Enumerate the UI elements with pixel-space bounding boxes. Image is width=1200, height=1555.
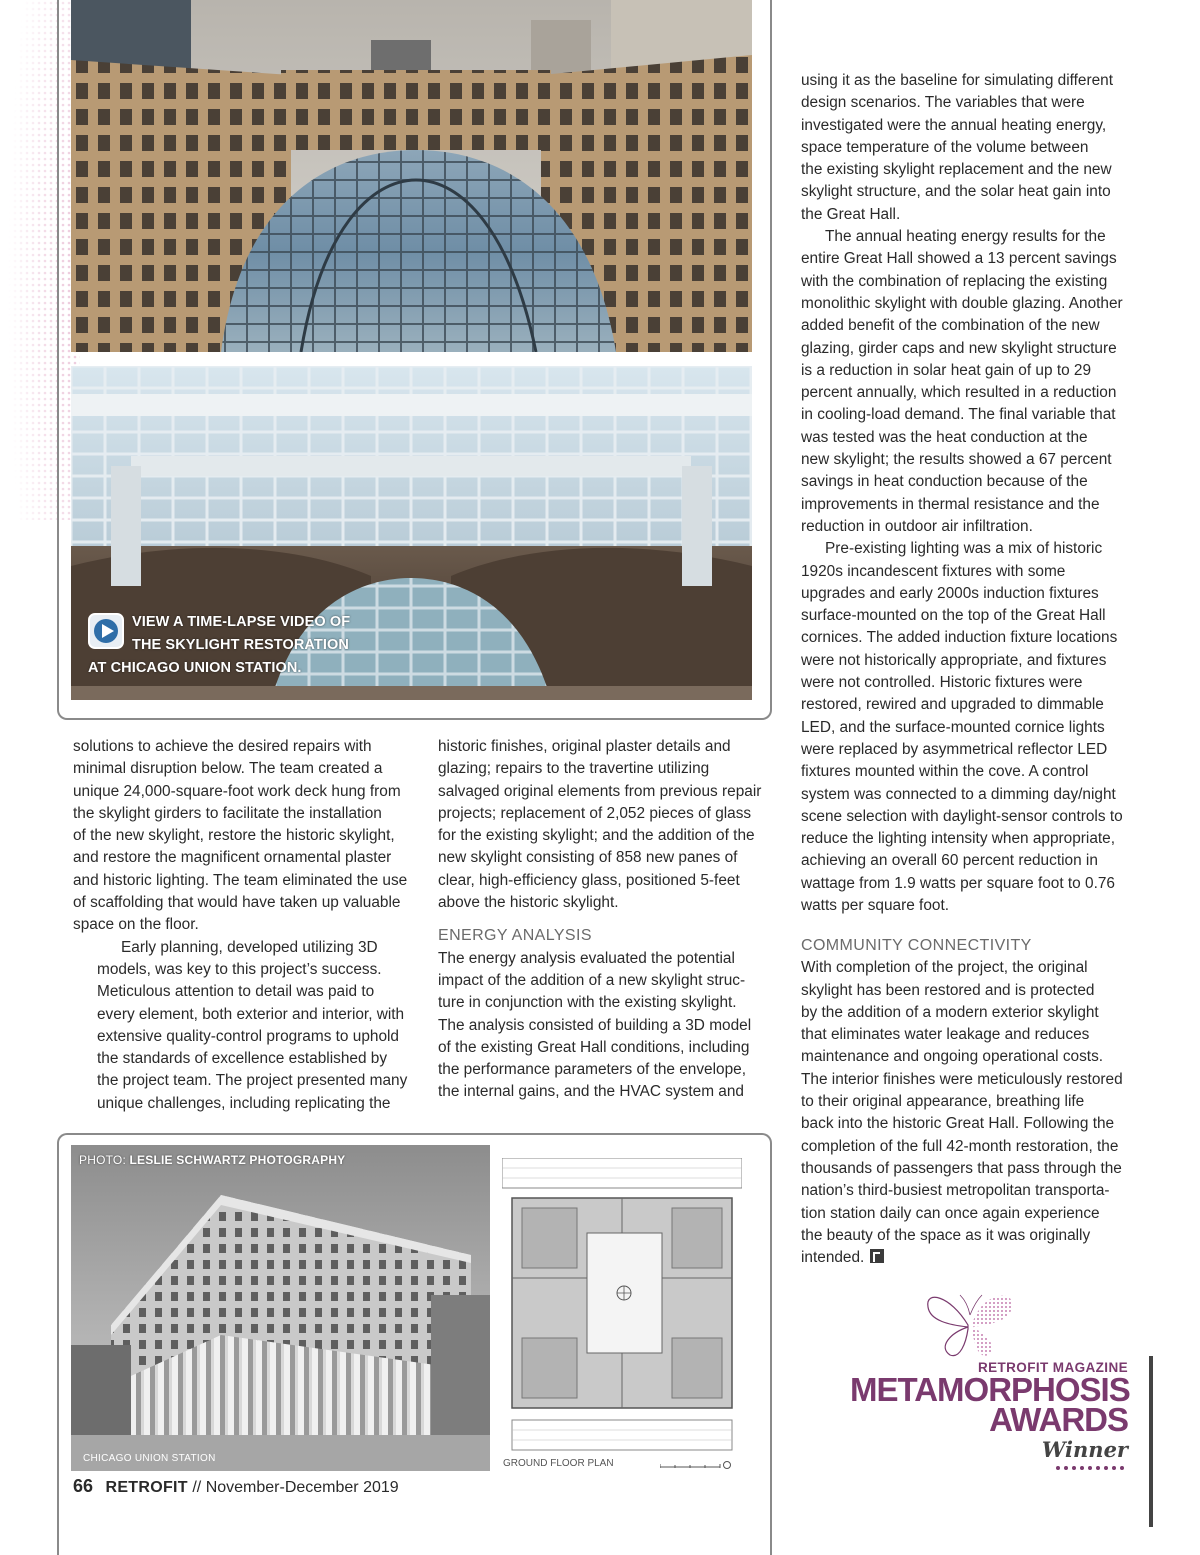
text-line: completion of the full 42-month restoration, the xyxy=(801,1137,1119,1155)
text-line: of the existing Great Hall conditions, including xyxy=(438,1038,750,1056)
text-line: space on the floor. xyxy=(73,916,199,934)
text-line: LED, and the surface-mounted cornice lights xyxy=(801,718,1105,736)
text-line: the internal gains, and the HVAC system and xyxy=(438,1083,744,1101)
article-column-3-continued xyxy=(801,935,1136,1269)
text-line: The annual heating energy results for the xyxy=(825,228,1106,246)
paragraph xyxy=(801,70,1136,226)
text-line: the Great Hall. xyxy=(801,205,901,223)
paragraph xyxy=(73,736,415,937)
text-line: was tested was the heat conduction at the xyxy=(801,428,1088,446)
text-line: system was connected to a dimming day/night xyxy=(801,785,1116,803)
photo-credit-prefix: PHOTO: xyxy=(79,1153,130,1167)
paragraph xyxy=(801,957,1136,1269)
text-line: The analysis consisted of building a 3D model xyxy=(438,1016,752,1034)
vertical-rule xyxy=(1149,1356,1153,1527)
text-line: intended. xyxy=(801,1249,865,1267)
footer-separator: // xyxy=(192,1479,202,1496)
text-line: The interior finishes were meticulously restored xyxy=(801,1070,1123,1088)
text-line: maintenance and ongoing operational costs. xyxy=(801,1048,1104,1066)
text-line: Early planning, developed utilizing 3D xyxy=(121,938,378,956)
text-line: Pre-existing lighting was a mix of historic xyxy=(825,540,1103,558)
text-line: restored, rewired and upgraded to dimmable xyxy=(801,696,1104,714)
text-line: tion station daily can once again experience xyxy=(801,1204,1100,1222)
photo-credit xyxy=(79,1153,345,1167)
text-line: to their original appearance, breathing life xyxy=(801,1093,1085,1111)
ground-floor-plan-drawing xyxy=(502,1158,742,1458)
text-line: scene selection with daylight-sensor controls to xyxy=(801,807,1123,825)
text-line: of the new skylight, restore the historic skylight, xyxy=(73,827,395,845)
text-line-last xyxy=(801,1247,1136,1269)
text-line: surface-mounted on the top of the Great Hall xyxy=(801,607,1106,625)
text-line: thousands of passengers that pass through the xyxy=(801,1159,1122,1177)
caption-line: AT CHICAGO UNION STATION. xyxy=(88,660,302,676)
text-line: glazing; repairs to the travertine utilizing xyxy=(438,760,710,778)
text-line: impact of the addition of a new skylight struc- xyxy=(438,971,746,989)
article-column-2 xyxy=(438,736,768,1104)
text-line: design scenarios. The variables that were xyxy=(801,94,1085,112)
text-line: minimal disruption below. The team created a xyxy=(73,760,383,778)
text-line: clear, high-efficiency glass, positioned 5-feet xyxy=(438,871,740,889)
text-line: added benefit of the combination of the new xyxy=(801,317,1100,335)
paragraph xyxy=(801,538,1136,917)
text-line: skylight structure, and the solar heat gain into xyxy=(801,183,1111,201)
text-line: With completion of the project, the original xyxy=(801,959,1088,977)
text-line: 1920s incandescent fixtures with some xyxy=(801,562,1066,580)
text-line: new skylight consisting of 858 new panes of xyxy=(438,849,738,867)
text-line: with the combination of replacing the existing xyxy=(801,272,1108,290)
page-footer xyxy=(73,1476,399,1497)
text-line: nation’s third-busiest metropolitan transporta- xyxy=(801,1182,1110,1200)
paragraph xyxy=(73,937,415,1115)
text-line: cornices. The added induction fixture locations xyxy=(801,629,1118,647)
text-line: for the existing skylight; and the addition of the xyxy=(438,827,755,845)
text-line: solutions to achieve the desired repairs with xyxy=(73,738,372,755)
article-column-1 xyxy=(73,736,415,1115)
award-title: METAMORPHOSIS xyxy=(850,1371,1130,1408)
page-number: 66 xyxy=(73,1476,94,1496)
text-line: The energy analysis evaluated the potential xyxy=(438,949,735,967)
paragraph xyxy=(801,226,1136,538)
text-line: entire Great Hall showed a 13 percent savings xyxy=(801,250,1117,268)
text-line: wattage from 1.9 watts per square foot to 0.76 xyxy=(801,874,1115,892)
text-line: in cooling-load demand. The final variable that xyxy=(801,406,1116,424)
text-line: watts per square foot. xyxy=(801,896,949,914)
text-line: were replaced by asymmetrical reflector LED xyxy=(801,740,1108,758)
text-line: extensive quality-control programs to uphold xyxy=(97,1027,399,1045)
text-line: back into the historic Great Hall. Following the xyxy=(801,1115,1115,1133)
text-line: space temperature of the volume between xyxy=(801,138,1089,156)
text-line: historic finishes, original plaster details and xyxy=(438,738,731,755)
text-line: fixtures mounted within the cove. A control xyxy=(801,763,1089,781)
text-line: and historic lighting. The team eliminated the use xyxy=(73,871,408,889)
text-line: the performance parameters of the envelope, xyxy=(438,1061,746,1079)
station-caption: CHICAGO UNION STATION xyxy=(83,1453,216,1464)
end-of-article-icon xyxy=(870,1249,884,1263)
text-line: above the historic skylight. xyxy=(438,894,619,912)
caption-line: THE SKYLIGHT RESTORATION xyxy=(132,637,349,653)
text-line: by the addition of a modern exterior skylight xyxy=(801,1003,1099,1021)
text-line: every element, both exterior and interior, with xyxy=(97,1005,405,1023)
text-line: unique 24,000-square-foot work deck hung from xyxy=(73,782,401,800)
magazine-name: RETROFIT xyxy=(105,1479,188,1496)
text-line: were not controlled. Historic fixtures were xyxy=(801,674,1083,692)
paragraph xyxy=(438,948,768,1104)
scale-bar-icon xyxy=(660,1460,732,1470)
section-heading-energy-analysis: ENERGY ANALYSIS xyxy=(438,927,592,945)
text-line: reduction in outdoor air infiltration. xyxy=(801,517,1033,535)
text-line: were not historically appropriate, and fixtures xyxy=(801,651,1107,669)
text-line: ture in conjunction with the existing skylight. xyxy=(438,994,737,1012)
award-title: AWARDS xyxy=(989,1401,1128,1438)
text-line: of scaffolding that would have taken up valuable xyxy=(73,894,401,912)
text-line: glazing, girder caps and new skylight structure xyxy=(801,339,1117,357)
text-line: that eliminates water leakage and reduces xyxy=(801,1026,1090,1044)
text-line: using it as the baseline for simulating different xyxy=(801,72,1113,89)
article-column-3 xyxy=(801,70,1136,917)
text-line: models, was key to this project’s success. xyxy=(97,960,382,978)
text-line: the project team. The project presented many xyxy=(97,1072,408,1090)
text-line: is a reduction in solar heat gain of up to 29 xyxy=(801,361,1092,379)
text-line: Meticulous attention to detail was paid to xyxy=(97,983,375,1001)
text-line: upgrades and early 2000s induction fixtures xyxy=(801,584,1099,602)
section-heading-community-connectivity: COMMUNITY CONNECTIVITY xyxy=(801,937,1032,954)
caption-line: VIEW A TIME-LAPSE VIDEO OF xyxy=(132,614,351,630)
text-line: percent annually, which resulted in a reduction xyxy=(801,384,1117,402)
text-line: unique challenges, including replicating the xyxy=(97,1094,391,1112)
award-kicker: RETROFIT MAGAZINE xyxy=(977,1360,1128,1375)
text-line: skylight has been restored and is protected xyxy=(801,981,1095,999)
award-winner-label: Winner xyxy=(1041,1437,1128,1462)
skylight-exterior-photo xyxy=(71,0,752,352)
text-line: achieving an overall 60 percent reduction in xyxy=(801,852,1098,870)
text-line: the existing skylight replacement and the new xyxy=(801,161,1112,179)
union-station-photo xyxy=(71,1145,490,1471)
award-dot-rule xyxy=(1055,1465,1129,1471)
text-line: new skylight; the results showed a 67 percent xyxy=(801,451,1112,469)
text-line: investigated were the annual heating energy, xyxy=(801,116,1107,134)
plan-caption: GROUND FLOOR PLAN xyxy=(503,1458,614,1469)
text-line: projects; replacement of 2,052 pieces of glass xyxy=(438,804,752,822)
text-line: the standards of excellence established by xyxy=(97,1050,388,1068)
video-caption[interactable] xyxy=(88,611,351,680)
text-line: the beauty of the space as it was originally xyxy=(801,1226,1091,1244)
issue-date: November-December 2019 xyxy=(205,1479,399,1496)
butterfly-logo-icon xyxy=(920,1285,1020,1365)
text-line: and restore the magnificent ornamental plaster xyxy=(73,849,392,867)
photo-credit-name: LESLIE SCHWARTZ PHOTOGRAPHY xyxy=(129,1153,346,1167)
paragraph xyxy=(438,736,768,914)
text-line: savings in heat conduction because of the xyxy=(801,473,1088,491)
text-line: the skylight girders to facilitate the installation xyxy=(73,804,382,822)
text-line: salvaged original elements from previous repair xyxy=(438,782,762,800)
text-line: improvements in thermal resistance and the xyxy=(801,495,1100,513)
text-line: monolithic skylight with double glazing. Another xyxy=(801,294,1123,312)
text-line: reduce the lighting intensity when appropriate, xyxy=(801,830,1115,848)
